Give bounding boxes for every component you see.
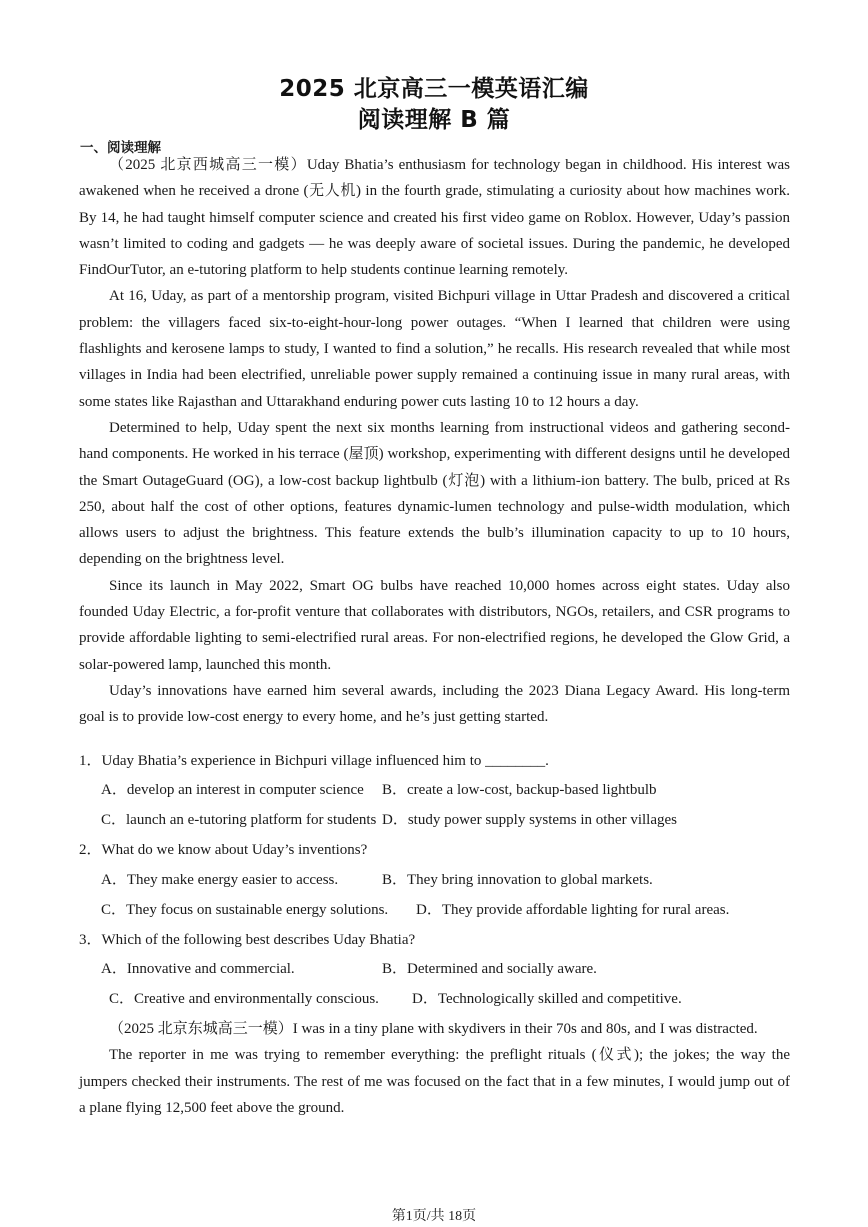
question-3-option-a: A．Innovative and commercial. xyxy=(101,961,295,977)
passage-1-paragraph: At 16, Uday, as part of a mentorship program, visited Bichpuri village in Uttar Pradesh and discovered a critical problem: the villagers faced six-to-eight-hour-long power outages. “When I learned that children were using flashlights and kerosene lamps to study, I wanted to find a solution,” he recalls. His research revealed that while most villages in India had been electrified, unreliable power supply remained a continuing issue in many rural areas, with some states like Rajasthan and Uttarakhand enduring power cuts lasting 10 to 12 hours a day. xyxy=(79,288,790,410)
question-2-option-a: A．They make energy easier to access. xyxy=(101,872,339,888)
question-1-option-b: B．create a low-cost, backup-based lightbulb xyxy=(382,782,657,798)
question-3-stem: 3．Which of the following best describes Uday Bhatia? xyxy=(79,932,416,948)
question-1-option-d: D．study power supply systems in other villages xyxy=(382,812,677,828)
question-1-option-c: C．launch an e-tutoring platform for students xyxy=(101,812,377,828)
passage-1-paragraph: （2025 北京西城高三一模）Uday Bhatia’s enthusiasm for technology began in childhood. His interest was awakened when he received a drone (无人机) in the fourth grade, stimulating a curiosity about how machines work. By 14, he had taught himself computer science and created his first video game on Roblox. However, Uday’s passion wasn’t limited to coding and gadgets — he was deeply aware of societal issues. During the pandemic, he developed FindOurTutor, an e-tutoring platform to help students continue learning remotely. xyxy=(79,157,790,279)
passage-1 xyxy=(79,152,790,731)
passage-1-paragraph: Uday’s innovations have earned him several awards, including the 2023 Diana Legacy Award. His long-term goal is to provide low-cost energy to every home, and he’s just getting started. xyxy=(79,682,790,726)
question-3-option-c: C．Creative and environmentally conscious. xyxy=(109,991,379,1007)
question-2-option-b: B．They bring innovation to global markets. xyxy=(382,872,653,888)
question-3-option-d: D．Technologically skilled and competitive. xyxy=(412,991,682,1007)
passage-2-paragraph: The reporter in me was trying to remember everything: the preflight rituals (仪式); the jokes; the way the jumpers checked their instruments. The rest of me was focused on the fact that in a few minutes, I would jump out of a plane flying 12,500 feet above the ground. xyxy=(79,1047,790,1116)
question-2-option-d: D．They provide affordable lighting for rural areas. xyxy=(416,902,730,918)
question-3-option-b: B．Determined and socially aware. xyxy=(382,961,597,977)
question-1-stem: 1．Uday Bhatia’s experience in Bichpuri village influenced him to ________. xyxy=(79,753,549,769)
passage-1-paragraph: Determined to help, Uday spent the next six months learning from instructional videos and gathering second-hand components. He worked in his terrace (屋顶) workshop, experimenting with different designs until he developed the Smart OutageGuard (OG), a low-cost backup lightbulb (灯泡) with a lithium-ion battery. The bulb, priced at Rs 250, about half the cost of other options, features dynamic-lumen technology and pulse-width modulation, which allows users to adjust the brightness. This feature extends the bulb’s illumination capacity to up to 10 hours, depending on the brightness level. xyxy=(79,419,790,568)
question-2-stem: 2．What do we know about Uday’s inventions? xyxy=(79,842,368,858)
question-2-option-c: C．They focus on sustainable energy solutions. xyxy=(101,902,389,918)
passage-2 xyxy=(79,1016,790,1121)
passage-2-paragraph: （2025 北京东城高三一模）I was in a tiny plane with skydivers in their 70s and 80s, and I was distracted. xyxy=(109,1021,758,1037)
section-heading: 一、阅读理解 xyxy=(80,140,161,156)
document-subtitle: 阅读理解 B 篇 xyxy=(357,107,511,133)
passage-1-paragraph: Since its launch in May 2022, Smart OG bulbs have reached 10,000 homes across eight states. Uday also founded Uday Electric, a for-profit venture that collaborates with distributors, NGOs, retailers, and CSR programs to provide affordable lighting to semi-electrified rural areas. For non-electrified regions, he developed the Glow Grid, a solar-powered lamp, launched this month. xyxy=(79,577,790,673)
question-1-option-a: A．develop an interest in computer science xyxy=(101,782,364,798)
page-number: 第1页/共 18页 xyxy=(391,1209,477,1224)
document-title: 2025 北京高三一模英语汇编 xyxy=(279,76,589,102)
